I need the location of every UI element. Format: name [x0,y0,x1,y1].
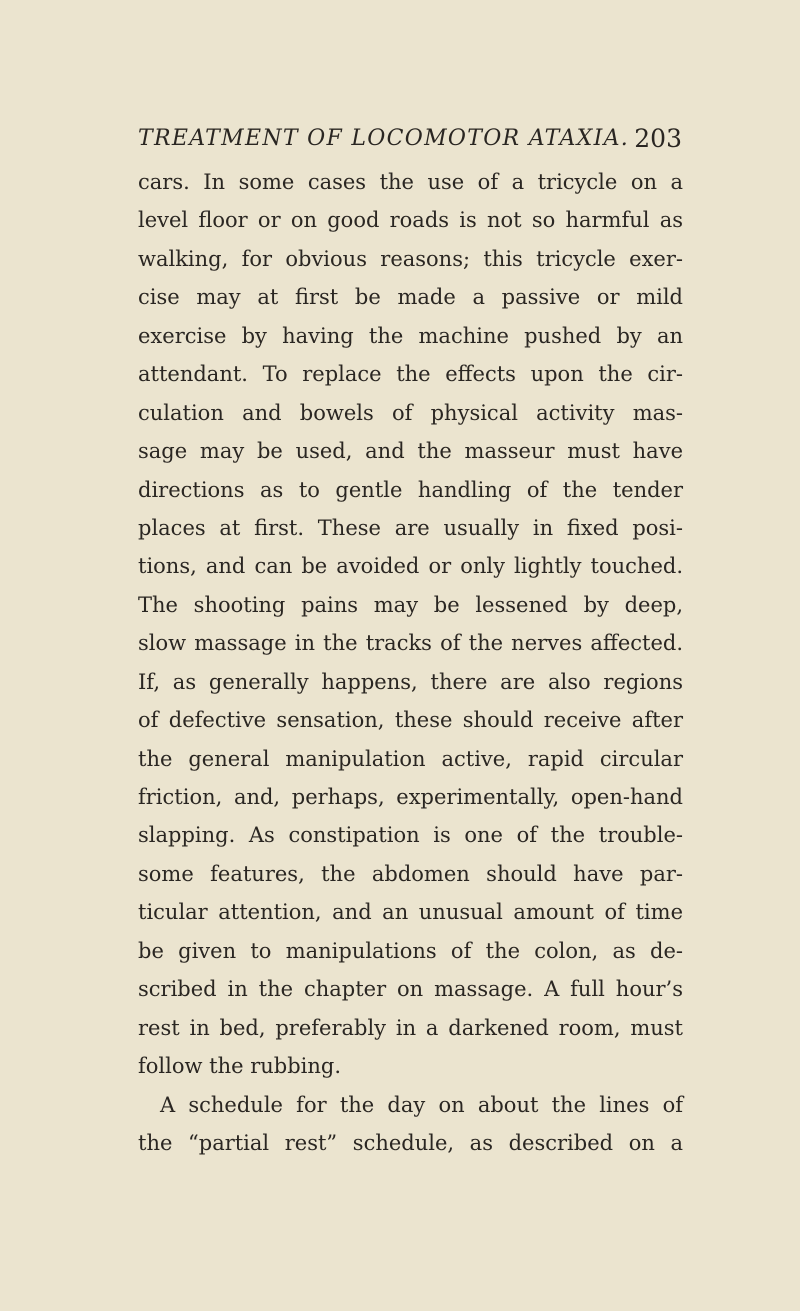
text-line: attendant. To replace the effects upon the cir- [138,362,683,387]
text-line: rest in bed, preferably in a darkened room, must [138,1015,683,1040]
text-line: ticular attention, and an unusual amount of time [138,900,683,925]
text-line: tions, and can be avoided or only lightly touched. [138,554,683,579]
running-head [138,126,682,162]
paragraph-end-line: follow the rubbing. [138,1054,342,1079]
text-line: slapping. As constipation is one of the trouble- [138,823,683,848]
text-line: culation and bowels of physical activity mas- [138,400,683,425]
text-line: cars. In some cases the use of a tricycle on a [138,170,683,194]
text-line: the general manipulation active, rapid circular [138,746,683,771]
text-line: exercise by having the machine pushed by an [138,323,683,348]
text-line: scribed in the chapter on massage. A full hour’s [138,977,683,1002]
text-line: of defective sensation, these should receive after [138,708,683,733]
text-line: cise may at first be made a passive or mild [138,285,683,310]
text-line: friction, and, perhaps, experimentally, open-hand [138,785,683,809]
page-number: 203 [634,124,682,153]
text-line: sage may be used, and the masseur must have [138,439,683,464]
text-line: slow massage in the tracks of the nerves affected. [138,631,683,656]
text-line: places at first. These are usually in fixed posi- [138,515,683,540]
text-line: the “partial rest” schedule, as described on a [138,1130,683,1155]
paragraph-start-line: A schedule for the day on about the lines of [160,1092,683,1117]
text-line: be given to manipulations of the colon, as de- [138,938,683,963]
body-text [138,163,683,1162]
text-line: walking, for obvious reasons; this tricycle exer- [138,246,683,271]
text-line: If, as generally happens, there are also regions [138,669,683,694]
text-line: directions as to gentle handling of the tender [138,477,683,502]
text-line: some features, the abdomen should have par- [138,861,683,886]
text-line: The shooting pains may be lessened by deep, [138,592,683,617]
text-line: level floor or on good roads is not so harmful as [138,208,683,233]
running-title: TREATMENT OF LOCOMOTOR ATAXIA. [138,126,630,151]
